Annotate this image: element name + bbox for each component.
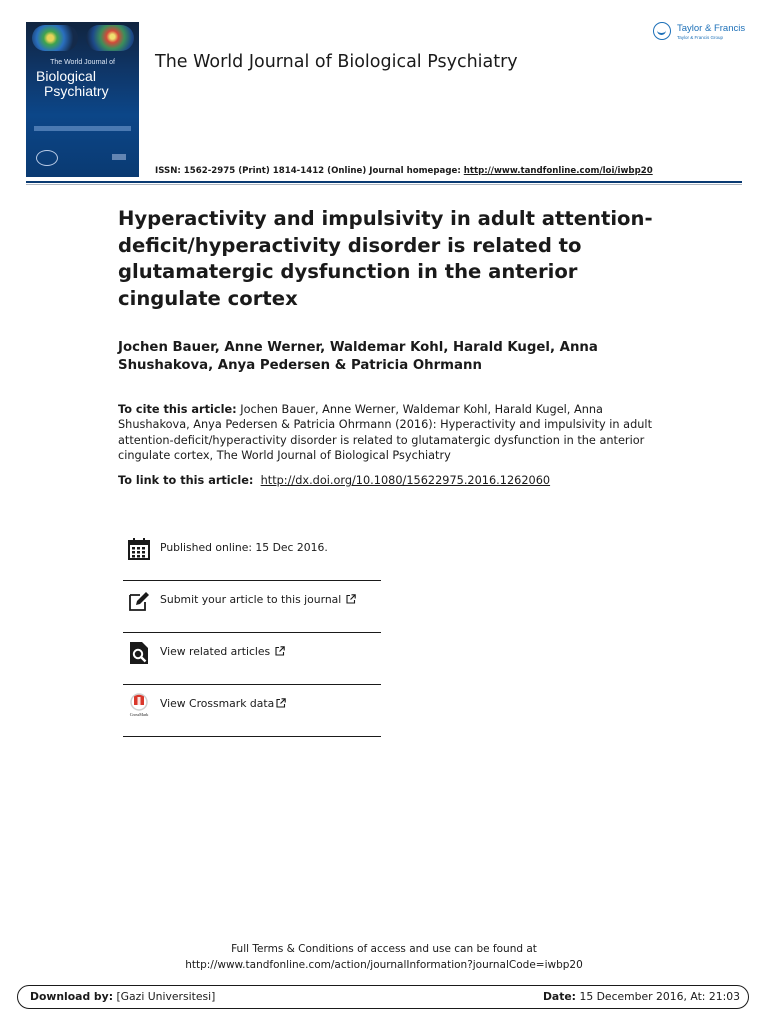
issn-text: ISSN: 1562-2975 (Print) 1814-1412 (Online) Journal homepage: — [155, 166, 464, 176]
cite-text: Jochen Bauer, Anne Werner, Waldemar Kohl, Harald Kugel, Anna Shushakova, Anya Pedersen & Patricia Ohrmann (2016): Hyperactivity and impulsivity in adult attention-deficit/hyperactivity disorder is related to glutamatergic dysfunction in the anterior cingulate cortex, The World Journal of Biological Psychiatry — [118, 403, 652, 462]
crossmark-link[interactable] — [123, 685, 381, 737]
cover-title-line1: Biological — [36, 68, 96, 84]
external-link-icon — [276, 698, 286, 708]
crossmark-label: View Crossmark data — [160, 697, 275, 710]
publisher-subtitle: Taylor & Francis Group — [677, 35, 724, 40]
crossmark-icon — [127, 693, 151, 717]
terms-line-1: Full Terms & Conditions of access and use can be found at — [231, 943, 537, 955]
cover-emblem-icon — [36, 150, 58, 166]
journal-name: The World Journal of Biological Psychiatry — [155, 52, 518, 72]
download-by — [30, 990, 215, 1003]
cover-title-line2: Psychiatry — [44, 83, 109, 99]
doi-link[interactable]: http://dx.doi.org/10.1080/15622975.2016.1262060 — [260, 474, 551, 487]
publisher-name: Taylor & Francis — [677, 23, 746, 34]
issn-line — [155, 166, 653, 176]
terms-and-conditions — [0, 942, 768, 973]
download-value: [Gazi Universitesi] — [113, 990, 216, 1003]
calendar-icon — [127, 537, 151, 561]
cite-label: To cite this article: — [118, 403, 237, 416]
cover-small-text: The World Journal of — [50, 59, 115, 66]
header-divider-thin — [26, 184, 742, 185]
journal-cover — [26, 22, 139, 177]
header-divider — [26, 181, 742, 183]
external-link-icon — [346, 594, 356, 604]
related-articles-label: View related articles — [160, 645, 271, 658]
terms-url[interactable]: http://www.tandfonline.com/action/journalInformation?journalCode=iwbp20 — [185, 958, 583, 971]
submit-article-link[interactable] — [123, 581, 381, 633]
cover-publisher-mark — [112, 154, 126, 160]
brain-scan-image — [32, 25, 78, 51]
cover-strip — [34, 126, 131, 131]
article-link-line — [118, 473, 658, 488]
edit-icon — [127, 589, 151, 613]
date-value: 15 December 2016, At: 21:03 — [576, 990, 740, 1003]
journal-homepage-link[interactable]: http://www.tandfonline.com/loi/iwbp20 — [463, 166, 653, 176]
submit-article-label: Submit your article to this journal — [160, 593, 342, 606]
download-info-bar — [17, 985, 749, 1009]
published-online-item — [123, 529, 381, 581]
brain-scan-image — [86, 25, 134, 51]
date-label: Date: — [542, 990, 577, 1003]
citation — [118, 402, 653, 463]
article-authors: Jochen Bauer, Anne Werner, Waldemar Kohl, Harald Kugel, Anna Shushakova, Anya Pedersen & Patricia Ohrmann — [118, 340, 598, 373]
link-label: To link to this article: — [118, 474, 254, 487]
download-label: Download by: — [30, 990, 114, 1003]
external-link-icon — [275, 646, 285, 656]
publisher-logo-icon — [653, 22, 671, 40]
publisher-logo[interactable] — [653, 20, 748, 48]
article-actions — [123, 529, 381, 737]
article-title: Hyperactivity and impulsivity in adult attention-deficit/hyperactivity disorder is related to glutamatergic dysfunction in the anterior cingulate cortex — [118, 207, 653, 310]
download-date — [543, 990, 740, 1003]
published-online-label: Published online: 15 Dec 2016. — [160, 541, 328, 554]
search-document-icon — [127, 641, 151, 665]
crossmark-icon-text: CrossMark — [129, 712, 149, 717]
cover-title — [36, 69, 109, 99]
related-articles-link[interactable] — [123, 633, 381, 685]
